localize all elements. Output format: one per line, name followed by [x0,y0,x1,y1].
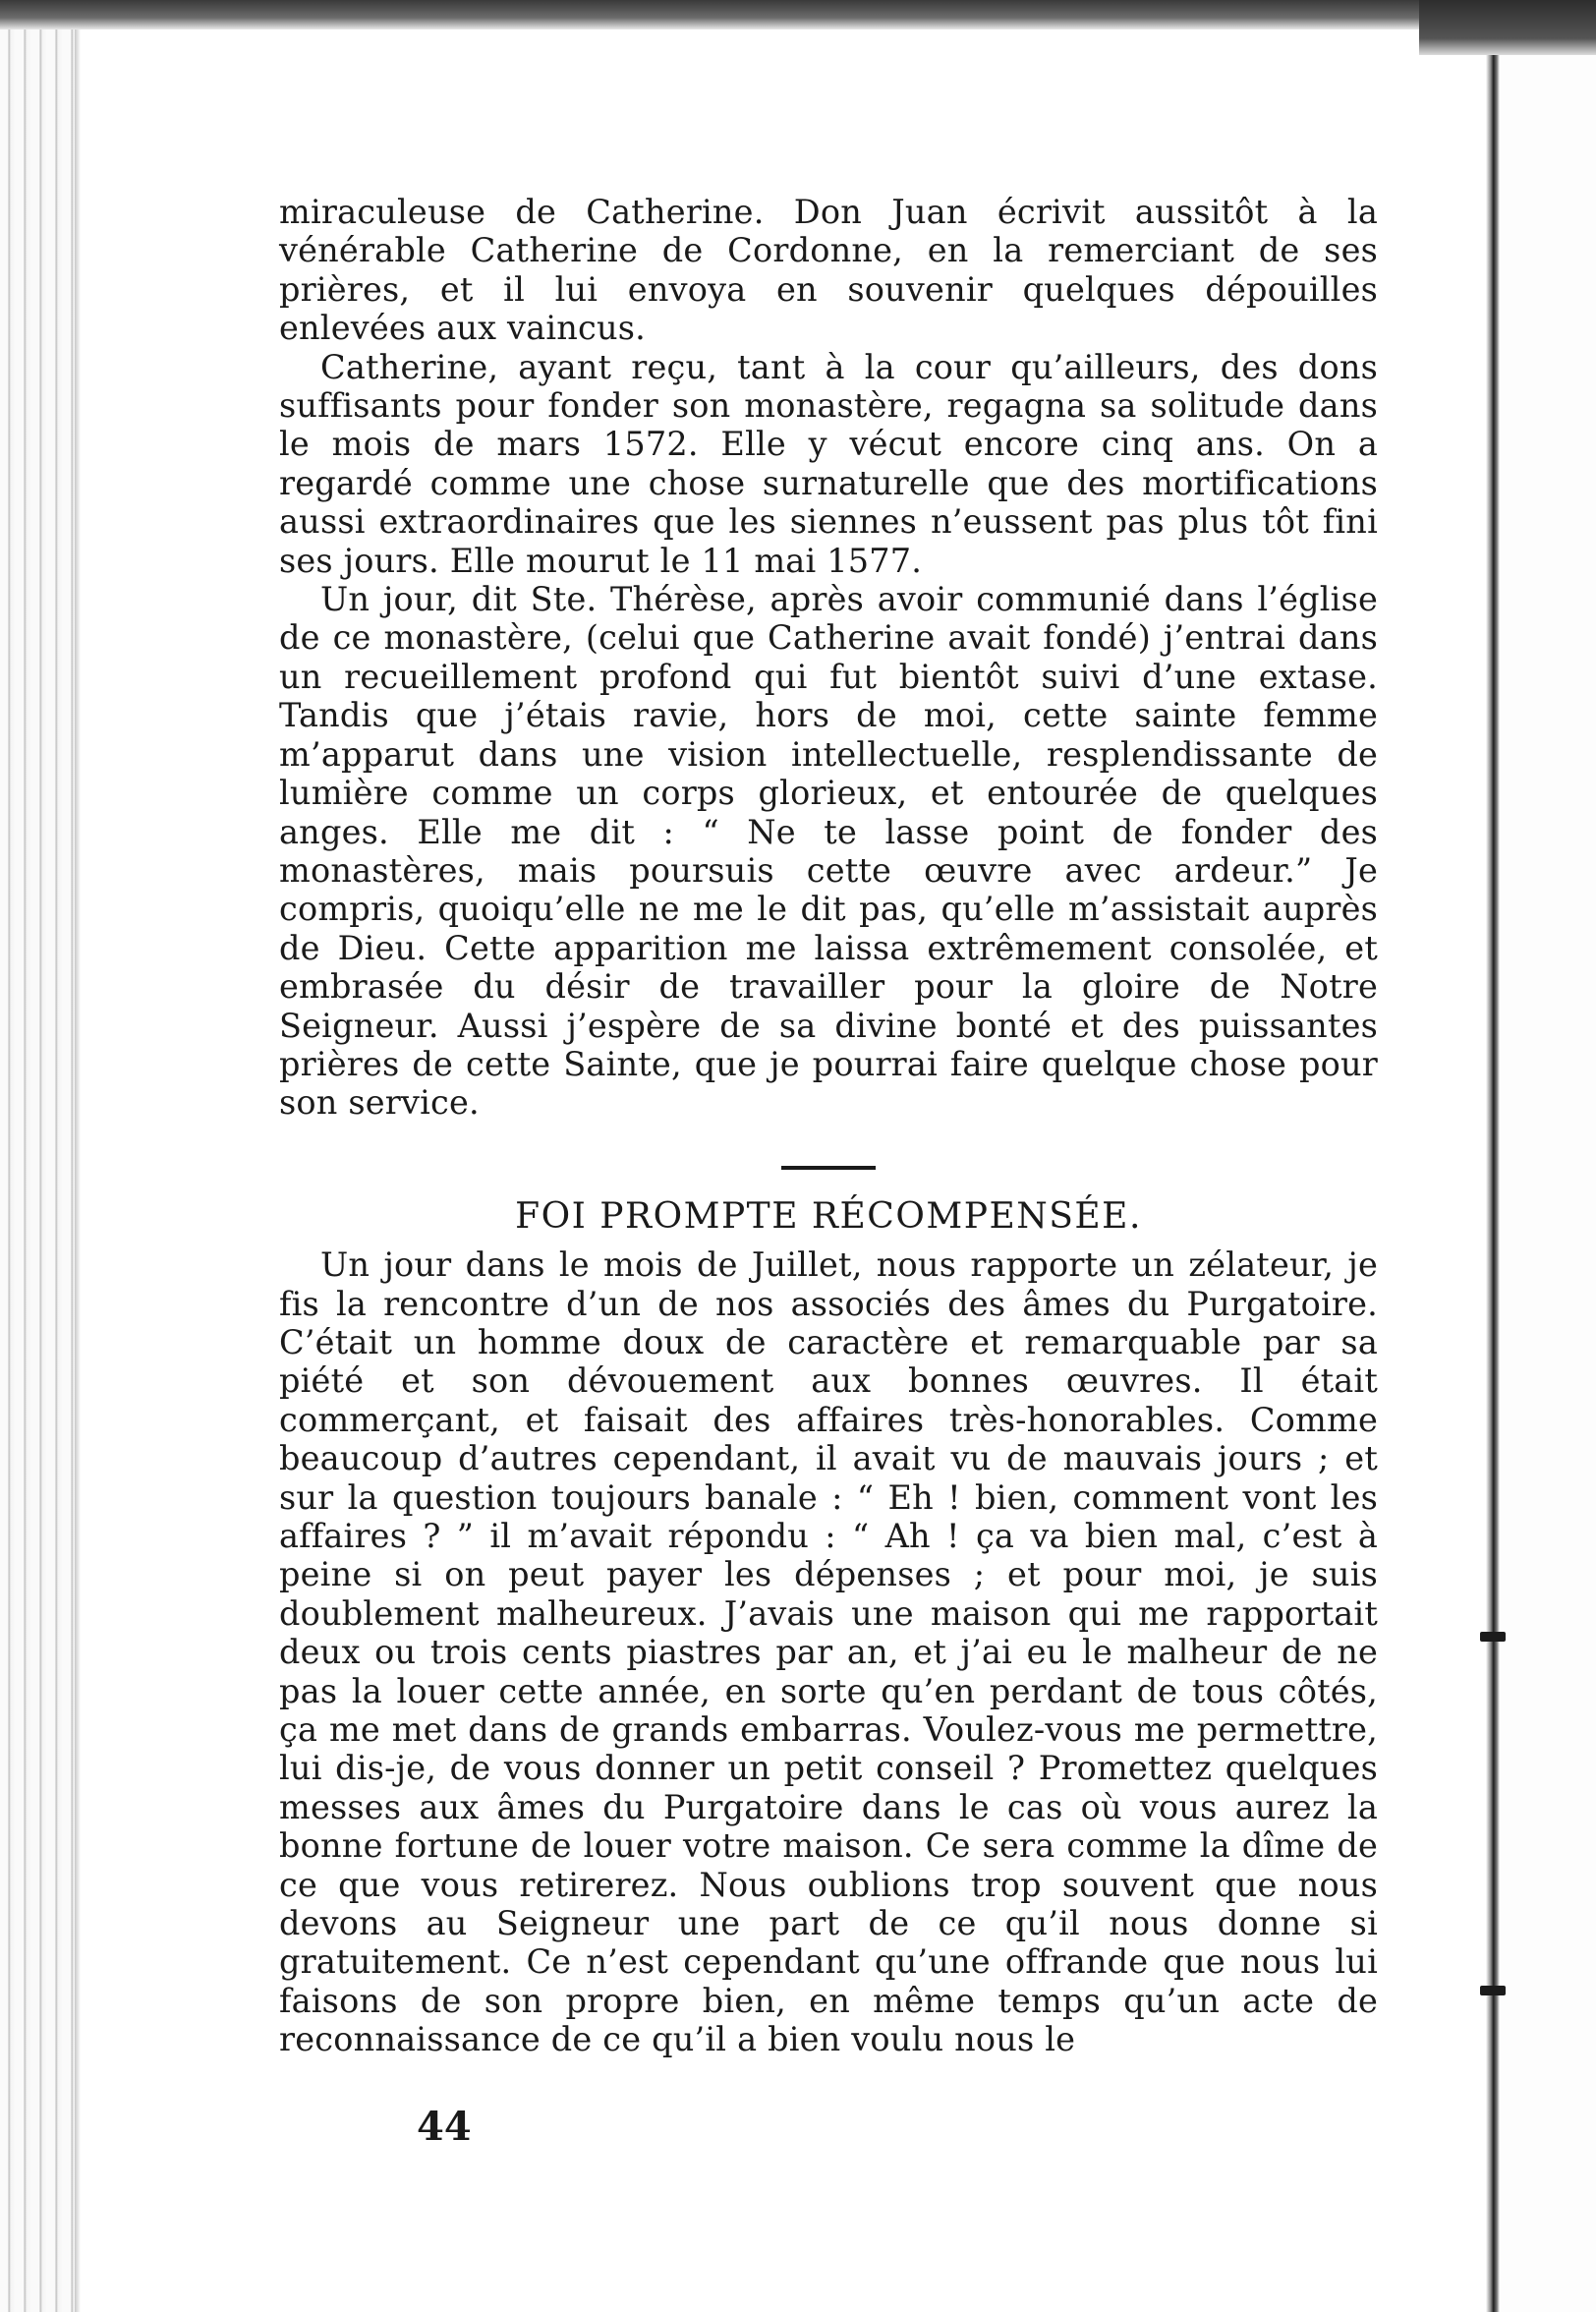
paragraph: Un jour dans le mois de Juillet, nous rapporte un zélateur, je fis la rencontre d’un de nos associés des âmes du Purgatoire. C’était un homme doux de caractère et remarquable par sa piété et son dévouement aux bonnes œuvres. Il était commerçant, et faisait des affaires très-honorables. Comme beaucoup d’autres cependant, il avait vu de mauvais jours ; et sur la question toujours banale : “ Eh ! bien, comment vont les affaires ? ” il m’avait répondu : “ Ah ! ça va bien mal, c’est à peine si on peut payer les dépenses ; et pour moi, je suis doublement malheureux. J’avais une maison qui me rapportait deux ou trois cents piastres par an, et j’ai eu le malheur de ne pas la louer cette année, en sorte qu’en perdant de tous côtés, ça me met dans de grands embarras. Voulez-vous me permettre, lui dis-je, de vous donner un petit conseil ? Promettez quelques messes aux âmes du Purgatoire dans le cas où vous aurez la bonne fortune de louer votre maison. Ce sera comme la dîme de ce que vous retirerez. Nous oublions trop souvent que nous devons au Seigneur une part de ce qu’il nous donne si gratuitement. Ce n’est cependant qu’une offrande que nous lui faisons de son propre bien, en même temps qu’un acte de reconnaissance de ce qu’il a bien voulu nous le [279,1245,1378,2059]
binding-mark [1480,1632,1506,1642]
page-number: 44 [417,2104,472,2150]
section-title: FOI PROMPTE RÉCOMPENSÉE. [515,1195,1142,1237]
paragraph: Catherine, ayant reçu, tant à la cour qu’ailleurs, des dons suffisants pour fonder son monastère, regagna sa solitude dans le mois de mars 1572. Elle y vécut encore cinq ans. On a regardé comme une chose surnaturelle que des mortifications aussi extraordinaires que les siennes n’eussent pas plus tôt fini ses jours. Elle mourut le 11 mai 1577. [279,347,1378,580]
binding-mark [1480,1986,1506,1995]
right-margin [1500,55,1596,2312]
scan-top-edge [0,0,1596,29]
scan-top-right-edge [1419,0,1596,55]
paragraph: Un jour, dit Ste. Thérèse, après avoir communié dans l’église de ce monastère, (celui que Catherine avait fondé) j’entrai dans un recueillement profond qui fut bientôt suivi d’une extase. Tandis que j’étais ravie, hors de moi, cette sainte femme m’apparut dans une vision intellectuelle, resplendissante de lumière comme un corps glorieux, et entourée de quelques anges. Elle me dit : “ Ne te lasse point de fonder des monastères, mais poursuis cette œuvre avec ardeur.” Je compris, quoiqu’elle ne me le dit pas, qu’elle m’assistait auprès de Dieu. Cette apparition me laissa extrêmement consolée, et embrasée du désir de travailler pour la gloire de Notre Seigneur. Aussi j’espère de sa divine bonté et des puissantes prières de cette Sainte, que je pourrai faire quelque chose pour son service. [279,580,1378,1123]
section-divider [781,1166,876,1170]
page-edge-shadow [75,29,81,2312]
paragraph: miraculeuse de Catherine. Don Juan écrivit aussitôt à la vénérable Catherine de Cordonne, en la remerciant de ses prières, et il lui envoya en souvenir quelques dépouilles enlevées aux vaincus. [279,193,1378,348]
book-binding [1486,55,1500,2312]
book-page-edges [0,29,79,2312]
page-body [279,193,1378,2059]
